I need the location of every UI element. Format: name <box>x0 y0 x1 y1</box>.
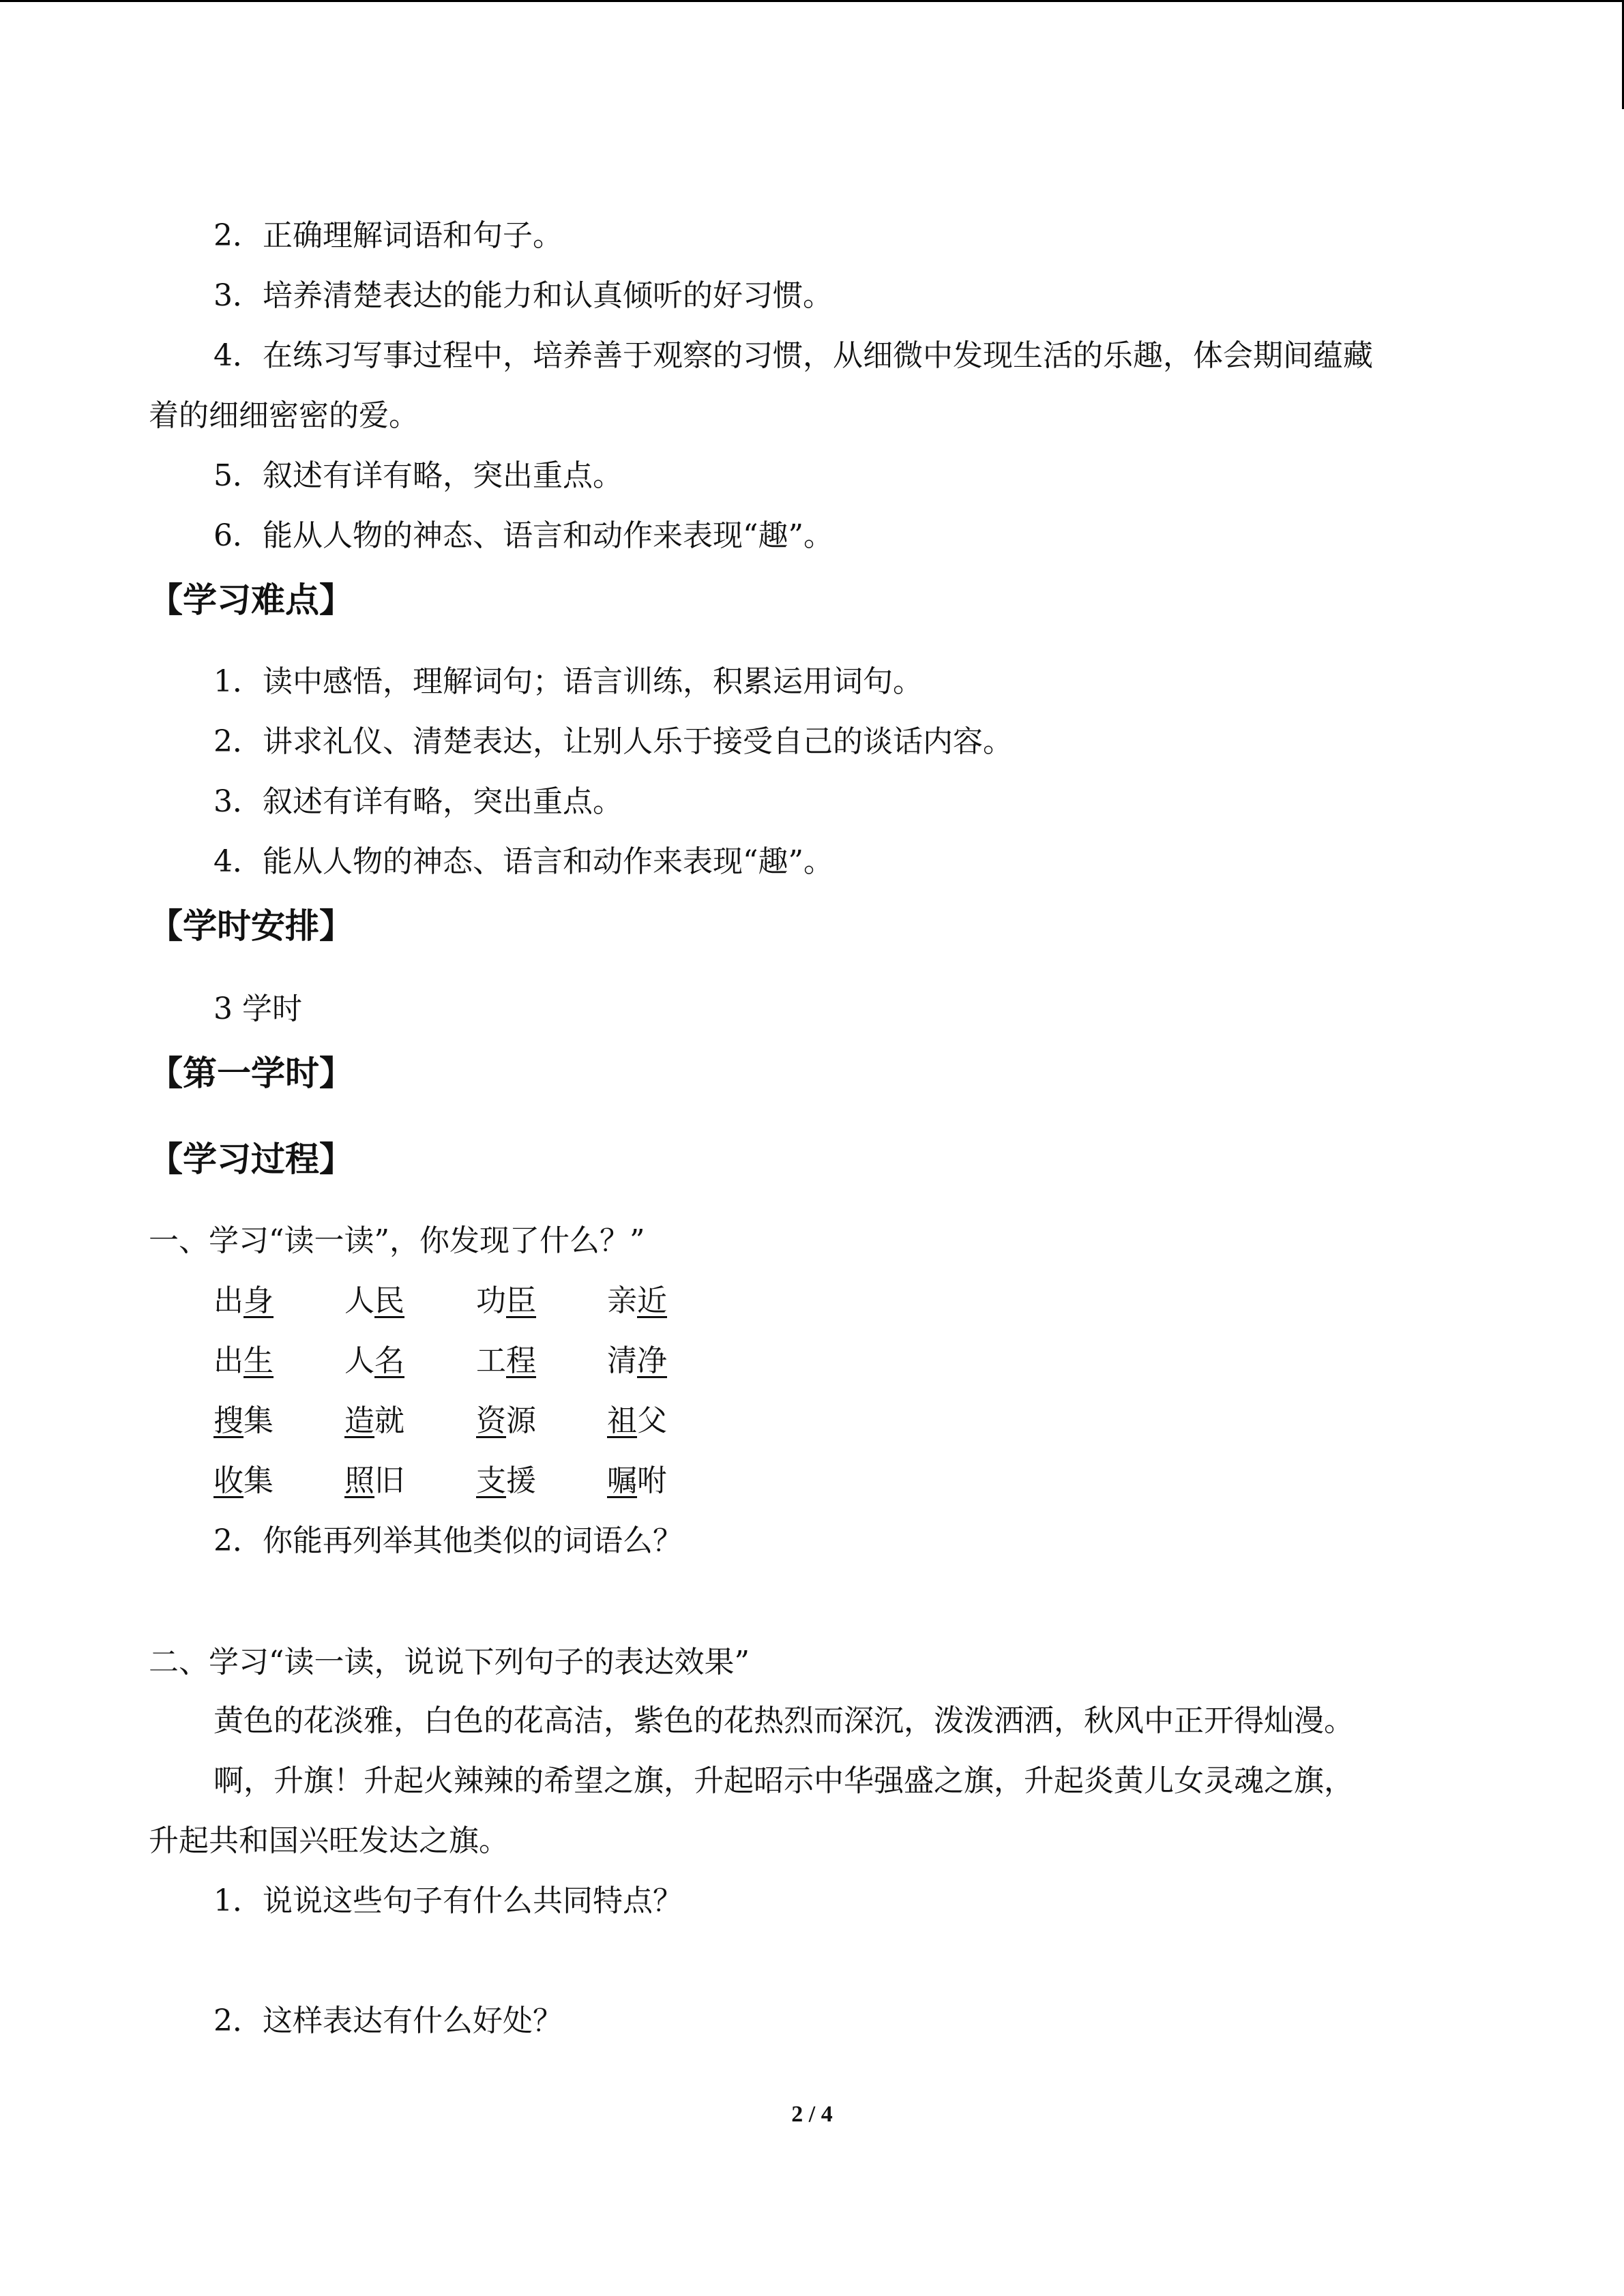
word-item <box>344 1282 404 1320</box>
word-char: 造 <box>344 1403 374 1438</box>
word-char: 身 <box>243 1283 274 1318</box>
part2-sentence-2-cont: 升起共和国兴旺发达之旗。 <box>149 1823 509 1858</box>
word-char: 父 <box>637 1403 667 1438</box>
part2-sentence-1: 黄色的花淡雅，白色的花高洁，紫色的花热烈而深沉，泼泼洒洒，秋风中正开得灿漫。 <box>213 1703 1354 1738</box>
word-item <box>476 1282 536 1320</box>
word-char: 臣 <box>506 1283 536 1318</box>
word-item <box>607 1342 667 1380</box>
objective-6: 6．能从人物的神态、语言和动作来表现“趣”。 <box>213 518 833 553</box>
word-item <box>607 1402 667 1440</box>
word-char: 收 <box>213 1463 243 1498</box>
objective-5: 5．叙述有详有略，突出重点。 <box>213 458 623 493</box>
word-char: 集 <box>243 1403 274 1438</box>
word-char: 集 <box>243 1463 274 1498</box>
part2-question-2: 2．这样表达有什么好处？ <box>213 2003 563 2038</box>
difficulty-3: 3．叙述有详有略，突出重点。 <box>213 784 623 819</box>
part1-title: 一、学习“读一读”，你发现了什么？” <box>149 1223 645 1258</box>
word-char: 民 <box>374 1283 404 1318</box>
word-item <box>213 1402 274 1440</box>
word-item <box>213 1342 274 1380</box>
objective-2: 2．正确理解词语和句子。 <box>213 218 563 253</box>
heading-schedule: 【学时安排】 <box>149 906 353 946</box>
word-char: 人 <box>344 1283 374 1318</box>
word-char: 旧 <box>374 1463 404 1498</box>
word-char: 工 <box>476 1343 506 1378</box>
word-char: 出 <box>213 1283 243 1318</box>
difficulty-2: 2．讲求礼仪、清楚表达，让别人乐于接受自己的谈话内容。 <box>213 724 1013 759</box>
word-char: 清 <box>607 1343 637 1378</box>
word-item <box>476 1462 536 1500</box>
word-char: 功 <box>476 1283 506 1318</box>
word-item <box>344 1462 404 1500</box>
part2-question-1: 1．说说这些句子有什么共同特点？ <box>213 1883 683 1918</box>
word-char: 搜 <box>213 1403 243 1438</box>
word-char: 人 <box>344 1343 374 1378</box>
page-number: 2 / 4 <box>791 2102 833 2127</box>
part1-question: 2．你能再列举其他类似的词语么？ <box>213 1523 683 1558</box>
word-char: 支 <box>476 1463 506 1498</box>
heading-process: 【学习过程】 <box>149 1139 353 1179</box>
word-char: 出 <box>213 1343 243 1378</box>
word-char: 亲 <box>607 1283 637 1318</box>
difficulty-4: 4．能从人物的神态、语言和动作来表现“趣”。 <box>213 844 833 879</box>
word-item <box>344 1402 404 1440</box>
word-item <box>213 1462 274 1500</box>
part2-title: 二、学习“读一读，说说下列句子的表达效果” <box>149 1645 750 1680</box>
word-char: 生 <box>243 1343 274 1378</box>
schedule-value: 3 学时 <box>213 992 302 1026</box>
objective-4: 4．在练习写事过程中，培养善于观察的习惯，从细微中发现生活的乐趣，体会期间蕴藏 <box>213 338 1373 373</box>
word-char: 资 <box>476 1403 506 1438</box>
word-item <box>476 1402 536 1440</box>
word-char: 祖 <box>607 1403 637 1438</box>
heading-difficulty: 【学习难点】 <box>149 580 353 620</box>
word-char: 近 <box>637 1283 667 1318</box>
word-char: 就 <box>374 1403 404 1438</box>
heading-lesson-1: 【第一学时】 <box>149 1054 353 1093</box>
word-item <box>213 1282 274 1320</box>
word-item <box>344 1342 404 1380</box>
word-char: 净 <box>637 1343 667 1378</box>
word-char: 咐 <box>637 1463 667 1498</box>
part2-sentence-2: 啊，升旗！升起火辣辣的希望之旗，升起昭示中华强盛之旗，升起炎黄儿女灵魂之旗， <box>213 1763 1354 1798</box>
word-char: 照 <box>344 1463 374 1498</box>
word-item <box>607 1282 667 1320</box>
word-char: 程 <box>506 1343 536 1378</box>
word-item <box>607 1462 667 1500</box>
top-border <box>0 0 1624 2</box>
word-char: 援 <box>506 1463 536 1498</box>
difficulty-1: 1．读中感悟，理解词句；语言训练，积累运用词句。 <box>213 664 923 699</box>
word-char: 名 <box>374 1343 404 1378</box>
objective-3: 3．培养清楚表达的能力和认真倾听的好习惯。 <box>213 278 833 313</box>
objective-4-cont: 着的细细密密的爱。 <box>149 398 419 433</box>
word-char: 嘱 <box>607 1463 637 1498</box>
word-item <box>476 1342 536 1380</box>
word-char: 源 <box>506 1403 536 1438</box>
